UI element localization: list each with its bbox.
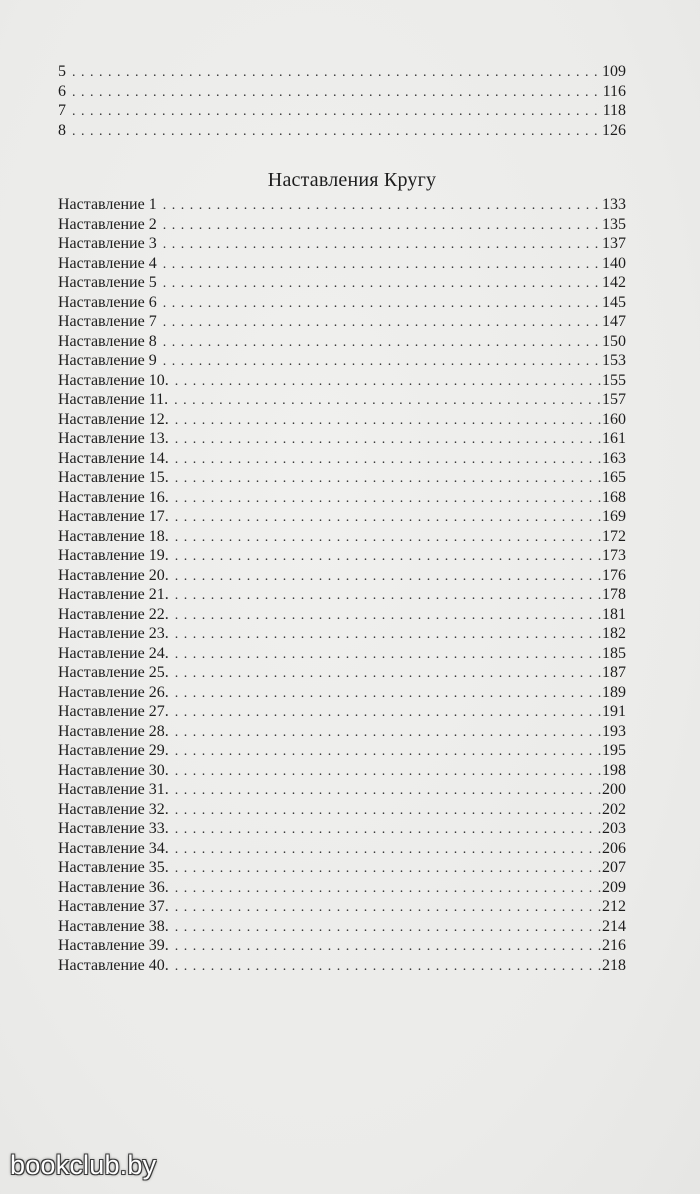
toc-entry-label: 5 [58, 63, 66, 80]
toc-entry-page: 155 [602, 371, 626, 389]
toc-row [58, 722, 626, 742]
dot-leader [169, 625, 602, 645]
toc-entry-label: Наставление 9 [58, 352, 157, 369]
toc-entry-label: Наставление 24. [58, 644, 169, 662]
toc-entry-label: Наставление 29. [58, 742, 169, 759]
toc-entry-page: 216 [602, 937, 626, 954]
dot-leader [169, 742, 602, 762]
toc-row [58, 683, 626, 703]
toc-entry-page: 142 [602, 274, 626, 291]
toc-row [58, 62, 626, 82]
toc-row [58, 956, 626, 976]
dot-leader [157, 274, 602, 294]
dot-leader [169, 372, 602, 392]
toc-entry-label: 7 [58, 102, 66, 119]
toc-entry-page: 176 [602, 566, 626, 584]
toc-entry-label: Наставление 27. [58, 703, 169, 720]
dot-leader [169, 703, 602, 723]
toc-entry-page: 189 [602, 683, 626, 701]
dot-leader [66, 122, 602, 142]
toc-entry-label: Наставление 40. [58, 956, 169, 974]
toc-entry-label: Наставление 7 [58, 313, 157, 330]
toc-top-block [58, 62, 626, 140]
dot-leader [157, 294, 602, 314]
toc-entry-page: 173 [602, 547, 626, 564]
dot-leader [169, 586, 602, 606]
toc-entry-page: 118 [602, 102, 626, 119]
toc-row [58, 293, 626, 313]
toc-entry-page: 191 [602, 703, 626, 720]
toc-entry-label: Наставление 6 [58, 293, 157, 311]
toc-row [58, 390, 626, 410]
toc-entry-page: 126 [602, 121, 626, 139]
toc-entry-page: 165 [602, 469, 626, 486]
toc-row [58, 936, 626, 956]
toc-row [58, 351, 626, 371]
toc-entry-label: Наставление 15. [58, 469, 169, 486]
dot-leader [157, 196, 602, 216]
dot-leader [169, 859, 602, 879]
dot-leader [169, 450, 602, 470]
dot-leader [66, 102, 603, 122]
toc-row [58, 195, 626, 215]
toc-entry-label: Наставление 26. [58, 683, 169, 701]
toc-entry-label: Наставление 8 [58, 332, 157, 350]
dot-leader [169, 508, 602, 528]
toc-row [58, 741, 626, 761]
toc-entry-label: Наставление 17. [58, 508, 169, 525]
toc-entry-page: 203 [602, 820, 626, 837]
toc-row [58, 897, 626, 917]
dot-leader [169, 567, 602, 587]
dot-leader [157, 216, 602, 236]
dot-leader [169, 898, 602, 918]
toc-entry-page: 153 [602, 352, 626, 369]
toc-entry-page: 181 [602, 605, 626, 623]
toc-entry-page: 207 [602, 859, 626, 876]
dot-leader [169, 840, 602, 860]
dot-leader [157, 352, 602, 372]
toc-row [58, 101, 626, 121]
toc-row [58, 121, 626, 141]
toc-row [58, 332, 626, 352]
toc-row [58, 234, 626, 254]
toc-entry-label: Наставление 12. [58, 410, 169, 428]
toc-entry-page: 169 [602, 508, 626, 525]
toc-entry-label: Наставление 5 [58, 274, 157, 291]
dot-leader [157, 255, 602, 275]
toc-entry-page: 193 [602, 722, 626, 740]
toc-entry-page: 157 [602, 391, 626, 408]
dot-leader [169, 684, 602, 704]
toc-row [58, 800, 626, 820]
dot-leader [169, 918, 602, 938]
toc-entry-label: Наставление 34. [58, 839, 169, 857]
dot-leader [169, 528, 602, 548]
toc-entry-label: Наставление 30. [58, 761, 169, 779]
toc-entry-label: Наставление 19. [58, 547, 169, 564]
toc-entry-page: 140 [602, 254, 626, 272]
toc-entry-label: 8 [58, 121, 66, 139]
toc-row [58, 702, 626, 722]
toc-entry-label: Наставление 13. [58, 430, 169, 447]
toc-entry-label: Наставление 11. [58, 391, 169, 408]
dot-leader [157, 333, 602, 353]
section-heading: Наставления Кругу [267, 169, 437, 191]
toc-entry-list [58, 195, 626, 975]
toc-row [58, 663, 626, 683]
toc-entry-label: Наставление 23. [58, 625, 169, 642]
toc-entry-page: 163 [602, 449, 626, 467]
toc-entry-page: 200 [602, 781, 626, 798]
dot-leader [169, 820, 602, 840]
toc-row [58, 839, 626, 859]
toc-entry-label: Наставление 33. [58, 820, 169, 837]
toc-entry-label: Наставление 31. [58, 781, 169, 798]
dot-leader [66, 83, 603, 103]
dot-leader [169, 781, 602, 801]
toc-entry-label: Наставление 22. [58, 605, 169, 623]
toc-row [58, 878, 626, 898]
toc-entry-page: 137 [602, 235, 626, 252]
toc-entry-label: Наставление 37. [58, 898, 169, 915]
toc-entry-page: 150 [602, 332, 626, 350]
toc-row [58, 371, 626, 391]
toc-entry-label: Наставление 39. [58, 937, 169, 954]
toc-entry-page: 133 [602, 196, 626, 213]
toc-entry-label: Наставление 2 [58, 215, 157, 233]
dot-leader [169, 879, 602, 899]
toc-entry-page: 198 [602, 761, 626, 779]
toc-entry-label: Наставление 14. [58, 449, 169, 467]
dot-leader [169, 606, 602, 626]
toc-entry-label: Наставление 1 [58, 196, 157, 213]
toc-entry-page: 172 [602, 527, 626, 545]
toc-entry-page: 187 [602, 664, 626, 681]
toc-entry-page: 206 [602, 839, 626, 857]
dot-leader [169, 489, 602, 509]
toc-entry-page: 209 [602, 878, 626, 896]
toc-entry-label: 6 [58, 82, 66, 100]
dot-leader [169, 762, 602, 782]
dot-leader [169, 957, 602, 977]
dot-leader [169, 723, 602, 743]
dot-leader [169, 801, 602, 821]
dot-leader [169, 547, 602, 567]
toc-entry-label: Наставление 28. [58, 722, 169, 740]
toc-row [58, 546, 626, 566]
toc-entry-label: Наставление 4 [58, 254, 157, 272]
toc-entry-page: 161 [602, 430, 626, 447]
toc-entry-page: 195 [602, 742, 626, 759]
toc-row [58, 917, 626, 937]
toc-entry-page: 135 [602, 215, 626, 233]
dot-leader [66, 63, 602, 83]
toc-row [58, 605, 626, 625]
toc-entry-page: 185 [602, 644, 626, 662]
toc-row [58, 410, 626, 430]
dot-leader [169, 645, 602, 665]
toc-row [58, 449, 626, 469]
toc-entry-page: 109 [602, 63, 626, 80]
toc-entry-page: 168 [602, 488, 626, 506]
toc-entry-page: 214 [602, 917, 626, 935]
toc-entry-label: Наставление 3 [58, 235, 157, 252]
toc-row [58, 468, 626, 488]
toc-entry-page: 218 [602, 956, 626, 974]
site-watermark: bookclub.by [10, 1150, 157, 1180]
toc-entry-label: Наставление 32. [58, 800, 169, 818]
toc-row [58, 429, 626, 449]
toc-row [58, 273, 626, 293]
toc-entry-label: Наставление 18. [58, 527, 169, 545]
dot-leader [169, 411, 602, 431]
toc-row [58, 858, 626, 878]
dot-leader [168, 391, 602, 411]
toc-entry-label: Наставление 21. [58, 586, 169, 603]
toc-entry-label: Наставление 36. [58, 878, 169, 896]
toc-row [58, 780, 626, 800]
toc-entry-label: Наставление 20. [58, 566, 169, 584]
toc-entry-page: 182 [602, 625, 626, 642]
toc-entry-label: Наставление 38. [58, 917, 169, 935]
toc-entry-label: Наставление 10. [58, 371, 169, 389]
toc-entry-page: 145 [602, 293, 626, 311]
dot-leader [157, 235, 602, 255]
toc-section [58, 165, 626, 975]
toc-entry-page: 212 [602, 898, 626, 915]
toc-entry-page: 116 [602, 82, 626, 100]
toc-row [58, 566, 626, 586]
toc-row [58, 761, 626, 781]
toc-row [58, 254, 626, 274]
dot-leader [157, 313, 602, 333]
toc-row [58, 527, 626, 547]
toc-row [58, 644, 626, 664]
toc-row [58, 215, 626, 235]
toc-row [58, 82, 626, 102]
toc-entry-label: Наставление 16. [58, 488, 169, 506]
toc-entry-page: 147 [602, 313, 626, 330]
dot-leader [169, 664, 602, 684]
toc-row [58, 507, 626, 527]
toc-row [58, 819, 626, 839]
dot-leader [169, 430, 602, 450]
toc-entry-label: Наставление 35. [58, 859, 169, 876]
dot-leader [169, 469, 602, 489]
toc-row [58, 585, 626, 605]
toc-entry-page: 178 [602, 586, 626, 603]
toc-entry-label: Наставление 25. [58, 664, 169, 681]
toc-row [58, 488, 626, 508]
toc-entry-page: 160 [602, 410, 626, 428]
toc-entry-page: 202 [602, 800, 626, 818]
dot-leader [169, 937, 602, 957]
toc-row [58, 312, 626, 332]
toc-row [58, 624, 626, 644]
